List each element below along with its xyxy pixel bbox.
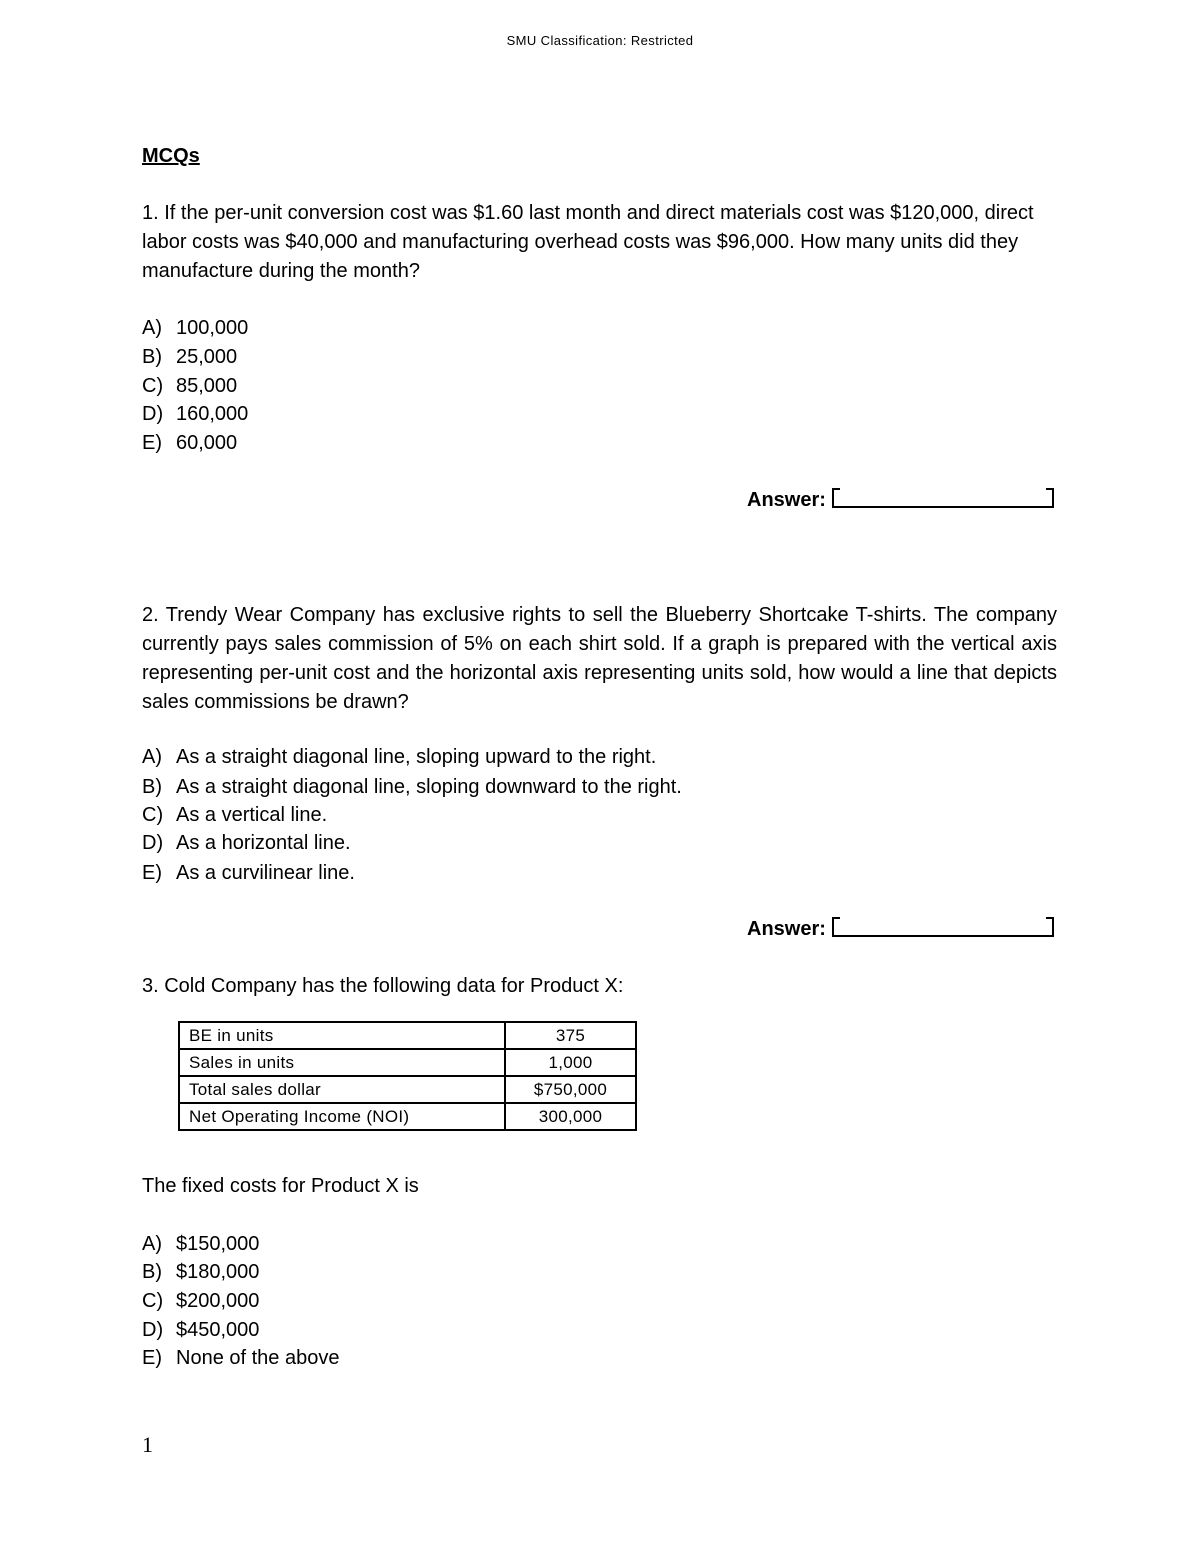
answer-label: Answer: [747, 918, 826, 940]
option-label: E) [142, 432, 162, 454]
table-cell-label: Total sales dollar [179, 1076, 505, 1103]
option-label: C) [142, 375, 164, 397]
question-2-text: 2. Trendy Wear Company has exclusive rights to sell the Blueberry Shortcake T-shirts. The company currently pays sales commission of 5% on each shirt sold. If a graph is prepared with the vertical axis representing per-unit cost and the horizontal axis representing units sold, how would a line that depicts sales commissions be drawn? [142, 604, 1057, 713]
question-1-option-b [142, 343, 237, 372]
table-cell-value: 1,000 [505, 1049, 636, 1076]
question-3-prompt: The fixed costs for Product X is [142, 1175, 419, 1197]
option-text: $180,000 [176, 1261, 260, 1283]
option-text: 160,000 [176, 403, 249, 425]
question-3-option-b [142, 1258, 259, 1287]
option-label: A) [142, 746, 162, 768]
answer-blank-field[interactable] [832, 917, 1054, 937]
option-label: D) [142, 832, 164, 854]
question-3-option-a [142, 1230, 259, 1259]
question-3-option-c [142, 1287, 259, 1316]
question-3-option-e [142, 1344, 339, 1373]
option-label: C) [142, 1290, 164, 1312]
option-label: B) [142, 1261, 162, 1283]
classification-header: SMU Classification: Restricted [506, 33, 694, 48]
option-label: E) [142, 1347, 162, 1369]
table-cell-label: Net Operating Income (NOI) [179, 1103, 505, 1130]
option-text: $200,000 [176, 1290, 260, 1312]
question-1-option-c [142, 372, 237, 401]
option-text: $150,000 [176, 1233, 260, 1255]
option-text: $450,000 [176, 1319, 260, 1341]
option-text: 60,000 [176, 432, 238, 454]
option-text: 85,000 [176, 375, 238, 397]
question-2-option-e [142, 859, 355, 888]
option-label: B) [142, 776, 162, 798]
page-number: 1 [142, 1432, 153, 1457]
option-text: As a horizontal line. [176, 832, 351, 854]
table-cell-value: 300,000 [505, 1103, 636, 1130]
answer-label: Answer: [747, 489, 826, 511]
question-1-option-e [142, 429, 237, 458]
table-row [179, 1022, 636, 1049]
question-2-option-a [142, 743, 656, 772]
option-text: As a straight diagonal line, sloping upward to the right. [176, 746, 657, 768]
option-text: As a vertical line. [176, 804, 328, 826]
table-cell-value: 375 [505, 1022, 636, 1049]
question-3-option-d [142, 1316, 259, 1345]
table-cell-label: Sales in units [179, 1049, 505, 1076]
question-1-option-d [142, 400, 248, 429]
option-label: A) [142, 1233, 162, 1255]
table-row [179, 1049, 636, 1076]
option-label: A) [142, 317, 162, 339]
question-2-option-c [142, 801, 327, 830]
question-1-option-a [142, 314, 248, 343]
option-label: D) [142, 403, 164, 425]
option-label: C) [142, 804, 164, 826]
table-cell-label: BE in units [179, 1022, 505, 1049]
question-1-answer [747, 488, 1054, 512]
answer-blank-field[interactable] [832, 488, 1054, 508]
option-text: 100,000 [176, 317, 249, 339]
question-2-answer [747, 917, 1054, 941]
product-data-table [178, 1021, 637, 1131]
question-2-option-d [142, 829, 351, 858]
question-3-text: 3. Cold Company has the following data for Product X: [142, 975, 624, 997]
question-1-text: 1. If the per-unit conversion cost was $1.60 last month and direct materials cost was $120,000, direct labor costs was $40,000 and manufacturing overhead costs was $96,000. How many units did they manufacture during the month? [142, 202, 1034, 282]
section-title: MCQs [142, 145, 200, 167]
table-row [179, 1076, 636, 1103]
table-cell-value: $750,000 [505, 1076, 636, 1103]
option-label: B) [142, 346, 162, 368]
option-label: D) [142, 1319, 164, 1341]
option-text: As a straight diagonal line, sloping downward to the right. [176, 776, 682, 798]
option-text: None of the above [176, 1347, 340, 1369]
option-text: As a curvilinear line. [176, 862, 355, 884]
table-row [179, 1103, 636, 1130]
question-2-option-b [142, 773, 682, 802]
option-text: 25,000 [176, 346, 238, 368]
option-label: E) [142, 862, 162, 884]
